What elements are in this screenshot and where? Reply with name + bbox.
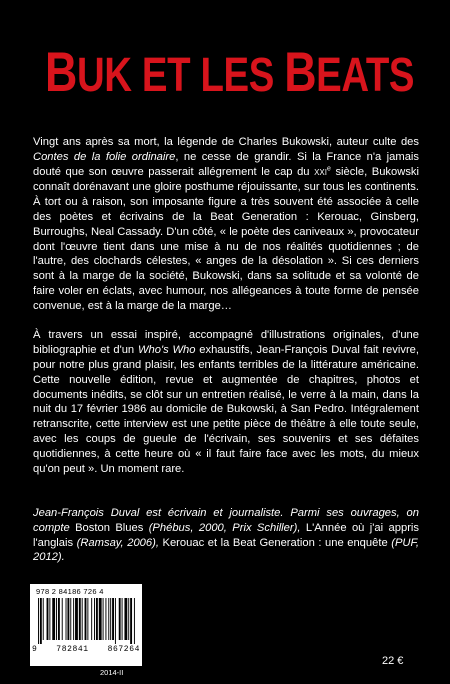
price: 22 € bbox=[382, 655, 404, 667]
text-run: (Phébus, 2000, Prix Schiller), bbox=[143, 521, 306, 534]
barcode-digits-left: 782841 bbox=[56, 645, 89, 654]
text-run: (Ramsay, 2006), bbox=[73, 536, 163, 549]
edition-code: 2014-II bbox=[100, 668, 124, 677]
title-word-part: UK bbox=[76, 49, 132, 102]
century-numeral: XXI bbox=[314, 167, 327, 177]
text-run: exhaustifs, Jean-François Duval fait revivre, pour notre plus grand plaisir, les enfants terribles de la littérature américaine. Cette nouvelle édition, revue et augmentée de chapitres, photos et documents inédits, se clôt sur un entretien réalisé, le verre à la main, dans la nuit du 17 février 1986 au domicile de Bukowski, à San Pedro. Intégralement retranscrite, cette interview est une petite pièce de théâtre à elle toute seule, avec les coups de gueule de l'écrivain, ses souvenirs et ses défaites quotidiennes, à cette heure où « il faut faire face avec les mots, du mieux qu'on peut ». Un moment rare. bbox=[33, 344, 419, 475]
blurb-paragraph-1 bbox=[33, 135, 419, 314]
title-word: ET bbox=[141, 49, 191, 102]
title-letter: B bbox=[284, 40, 317, 103]
author-note bbox=[33, 506, 419, 565]
barcode-digit-first: 9 bbox=[32, 645, 38, 654]
title-word-part: EATS bbox=[316, 49, 415, 102]
book-title: L'Année où j'ai appris l'anglais bbox=[33, 521, 419, 549]
blurb bbox=[33, 135, 419, 491]
isbn-barcode bbox=[30, 584, 142, 666]
cover-title bbox=[45, 40, 415, 104]
book-title: Boston Blues bbox=[75, 521, 144, 534]
century-suffix: e bbox=[327, 164, 331, 172]
text-run: À travers un essai inspiré, accompagné d'illustrations originales, d'une bibliographie et d'un bbox=[33, 329, 419, 357]
text-run: , ne cesse de grandir. Si la France n'a jamais douté que son œuvre passerait allégrement le cap du bbox=[33, 150, 419, 178]
text-run: Vingt ans après sa mort, la légende de Charles Bukowski, auteur culte des bbox=[33, 136, 419, 148]
book-title: Kerouac et la Beat Generation : une enquête bbox=[162, 536, 388, 549]
barcode-bars bbox=[36, 598, 136, 644]
isbn-number: 978 2 84186 726 4 bbox=[36, 587, 104, 596]
title-word: LES bbox=[200, 49, 274, 102]
book-title: Contes de la folie ordinaire bbox=[33, 150, 176, 163]
text-run: (PUF, 2012). bbox=[33, 536, 419, 564]
text-run: siècle, Bukowski connaît dorénavant une gloire posthume réjouissante, sur tous les continents. À tort ou à raison, son imposante figure a très souvent été associée à celle des poètes et écrivains de la Beat Generation : Kerouac, Ginsberg, Burroughs, Neal Cassady. D'un côté, « le poète des caniveaux », provocateur dont l'œuvre tient dans une mise à nu de nos réalités quotidiennes ; de l'autre, des clochards célestes, « anges de la désolation ». Si ces derniers sont à la marge de la société, Bukowski, dans sa solitude et sa volonté de faire voler en éclats, avec humour, nos allégeances à toute forme de pensée convenue, est à la marge de la marge… bbox=[33, 165, 419, 312]
barcode-digits bbox=[32, 645, 140, 654]
book-title: Who's Who bbox=[137, 344, 196, 357]
barcode-digits-right: 867264 bbox=[107, 645, 140, 654]
blurb-paragraph-2 bbox=[33, 328, 419, 476]
title-letter: B bbox=[45, 40, 77, 103]
text-run: Jean-François Duval est écrivain et journaliste. Parmi ses ouvrages, on compte bbox=[33, 507, 419, 534]
